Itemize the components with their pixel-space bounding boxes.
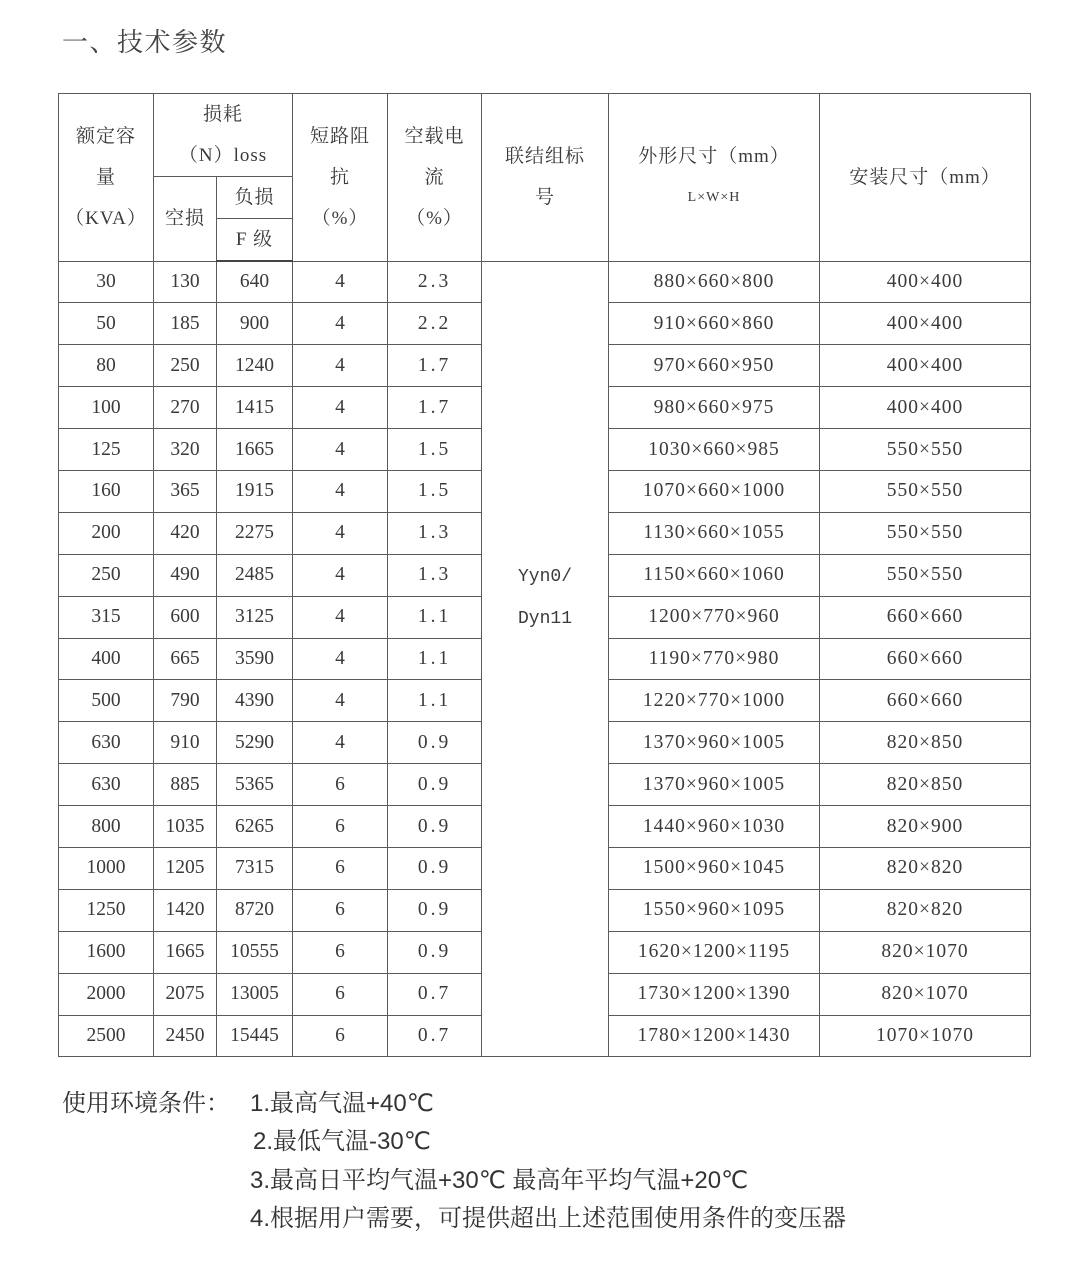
header-text: 流 [424, 166, 445, 188]
capacity-cell: 1600 [59, 931, 154, 973]
no-load-current-cell: 1.1 [388, 638, 482, 680]
capacity-cell: 160 [59, 470, 154, 512]
impedance-cell: 4 [293, 387, 388, 429]
load-loss-cell: 13005 [217, 973, 293, 1015]
install-size-cell: 400×400 [820, 345, 1031, 387]
capacity-cell: 315 [59, 596, 154, 638]
header-text: 联结组标 [505, 146, 586, 168]
dimensions-cell: 880×660×800 [609, 261, 820, 303]
capacity-cell: 200 [59, 512, 154, 554]
load-loss-cell: 6265 [217, 806, 293, 848]
header-vector-group [482, 94, 609, 262]
no-load-loss-cell: 2450 [154, 1015, 217, 1057]
no-load-loss-cell: 600 [154, 596, 217, 638]
no-load-current-cell: 2.2 [388, 303, 482, 345]
header-install-size [820, 94, 1031, 262]
no-load-current-cell: 1.7 [388, 387, 482, 429]
dimensions-cell: 1370×960×1005 [609, 722, 820, 764]
dimensions-cell: 1130×660×1055 [609, 512, 820, 554]
header-text: （%） [406, 207, 463, 229]
dimensions-cell: 1440×960×1030 [609, 806, 820, 848]
capacity-cell: 1000 [59, 847, 154, 889]
load-loss-cell: 3590 [217, 638, 293, 680]
no-load-loss-cell: 420 [154, 512, 217, 554]
no-load-current-cell: 1.1 [388, 596, 482, 638]
no-load-current-cell: 1.7 [388, 345, 482, 387]
header-no-load-current [388, 94, 482, 262]
no-load-current-cell: 0.9 [388, 722, 482, 764]
no-load-loss-cell: 320 [154, 429, 217, 471]
no-load-current-cell: 1.3 [388, 554, 482, 596]
no-load-current-cell: 2.3 [388, 261, 482, 303]
impedance-cell: 4 [293, 261, 388, 303]
install-size-cell: 660×660 [820, 680, 1031, 722]
header-text: 额定容 [75, 125, 136, 147]
install-size-cell: 820×1070 [820, 973, 1031, 1015]
capacity-cell: 1250 [59, 889, 154, 931]
install-size-cell: 400×400 [820, 303, 1031, 345]
impedance-cell: 4 [293, 722, 388, 764]
capacity-cell: 250 [59, 554, 154, 596]
load-loss-cell: 1240 [217, 345, 293, 387]
no-load-current-cell: 1.5 [388, 470, 482, 512]
header-no-load-loss: 空损 [154, 177, 217, 262]
load-loss-cell: 8720 [217, 889, 293, 931]
capacity-cell: 2000 [59, 973, 154, 1015]
no-load-current-cell: 1.3 [388, 512, 482, 554]
header-text: （%） [311, 207, 369, 229]
no-load-loss-cell: 1420 [154, 889, 217, 931]
no-load-loss-cell: 2075 [154, 973, 217, 1015]
header-text: 安装尺寸（mm） [849, 166, 1001, 188]
no-load-loss-cell: 490 [154, 554, 217, 596]
load-loss-cell: 640 [217, 261, 293, 303]
impedance-cell: 6 [293, 973, 388, 1015]
vector-group-text: Yyn0/ [518, 566, 573, 587]
header-text: 量 [95, 166, 116, 188]
condition-item: 4.根据用户需要，可提供超出上述范围使用条件的变压器 [250, 1205, 847, 1232]
no-load-loss-cell: 130 [154, 261, 217, 303]
install-size-cell: 550×550 [820, 512, 1031, 554]
header-text: 短路阻 [310, 125, 371, 147]
install-size-cell: 820×1070 [820, 931, 1031, 973]
condition-item: 2.最低气温-30℃ [253, 1128, 431, 1155]
no-load-current-cell: 0.9 [388, 847, 482, 889]
page-title: 一、技术参数 [62, 27, 228, 57]
header-text: （N）loss [178, 145, 268, 166]
dimensions-cell: 1070×660×1000 [609, 470, 820, 512]
header-text: 号 [535, 187, 556, 209]
no-load-current-cell: 0.9 [388, 931, 482, 973]
capacity-cell: 630 [59, 764, 154, 806]
load-loss-cell: 900 [217, 303, 293, 345]
impedance-cell: 4 [293, 596, 388, 638]
install-size-cell: 550×550 [820, 554, 1031, 596]
no-load-loss-cell: 1205 [154, 847, 217, 889]
header-text: （KVA） [65, 207, 147, 229]
header-rated-capacity [59, 94, 154, 262]
impedance-cell: 4 [293, 470, 388, 512]
install-size-cell: 400×400 [820, 387, 1031, 429]
table-body [59, 261, 1031, 1057]
header-load-loss: 负损 [217, 177, 293, 219]
impedance-cell: 4 [293, 554, 388, 596]
header-outline-dimensions [609, 94, 820, 262]
impedance-cell: 4 [293, 680, 388, 722]
dimensions-cell: 1780×1200×1430 [609, 1015, 820, 1057]
impedance-cell: 6 [293, 931, 388, 973]
load-loss-cell: 1665 [217, 429, 293, 471]
condition-item: 1.最高气温+40℃ [250, 1090, 434, 1117]
no-load-loss-cell: 365 [154, 470, 217, 512]
impedance-cell: 6 [293, 806, 388, 848]
impedance-cell: 6 [293, 1015, 388, 1057]
load-loss-cell: 3125 [217, 596, 293, 638]
no-load-loss-cell: 1035 [154, 806, 217, 848]
no-load-loss-cell: 665 [154, 638, 217, 680]
capacity-cell: 2500 [59, 1015, 154, 1057]
vector-group-text: Dyn11 [518, 608, 573, 629]
impedance-cell: 4 [293, 429, 388, 471]
load-loss-cell: 10555 [217, 931, 293, 973]
no-load-loss-cell: 885 [154, 764, 217, 806]
dimensions-cell: 980×660×975 [609, 387, 820, 429]
header-text: 抗 [330, 166, 351, 188]
impedance-cell: 4 [293, 638, 388, 680]
dimensions-cell: 1190×770×980 [609, 638, 820, 680]
no-load-current-cell: 0.9 [388, 806, 482, 848]
impedance-cell: 6 [293, 847, 388, 889]
no-load-current-cell: 1.5 [388, 429, 482, 471]
no-load-loss-cell: 1665 [154, 931, 217, 973]
capacity-cell: 500 [59, 680, 154, 722]
header-text: 空载电 [404, 125, 465, 147]
header-loss [154, 94, 293, 177]
header-text: L×W×H [687, 190, 741, 206]
no-load-current-cell: 0.7 [388, 1015, 482, 1057]
impedance-cell: 6 [293, 764, 388, 806]
table-row [59, 261, 1031, 303]
no-load-current-cell: 0.9 [388, 889, 482, 931]
header-text: 外形尺寸（mm） [638, 146, 790, 168]
dimensions-cell: 1550×960×1095 [609, 889, 820, 931]
no-load-loss-cell: 185 [154, 303, 217, 345]
dimensions-cell: 1730×1200×1390 [609, 973, 820, 1015]
impedance-cell: 4 [293, 512, 388, 554]
impedance-cell: 4 [293, 345, 388, 387]
dimensions-cell: 1620×1200×1195 [609, 931, 820, 973]
no-load-loss-cell: 790 [154, 680, 217, 722]
header-short-circuit-impedance [293, 94, 388, 262]
capacity-cell: 50 [59, 303, 154, 345]
capacity-cell: 100 [59, 387, 154, 429]
load-loss-cell: 2485 [217, 554, 293, 596]
capacity-cell: 125 [59, 429, 154, 471]
impedance-cell: 6 [293, 889, 388, 931]
no-load-current-cell: 0.9 [388, 764, 482, 806]
no-load-loss-cell: 270 [154, 387, 217, 429]
no-load-current-cell: 1.1 [388, 680, 482, 722]
dimensions-cell: 1370×960×1005 [609, 764, 820, 806]
load-loss-cell: 5290 [217, 722, 293, 764]
dimensions-cell: 1200×770×960 [609, 596, 820, 638]
capacity-cell: 400 [59, 638, 154, 680]
conditions-label: 使用环境条件： [62, 1090, 230, 1117]
capacity-cell: 80 [59, 345, 154, 387]
dimensions-cell: 1220×770×1000 [609, 680, 820, 722]
load-loss-cell: 2275 [217, 512, 293, 554]
load-loss-cell: 4390 [217, 680, 293, 722]
install-size-cell: 1070×1070 [820, 1015, 1031, 1057]
capacity-cell: 30 [59, 261, 154, 303]
impedance-cell: 4 [293, 303, 388, 345]
load-loss-cell: 7315 [217, 847, 293, 889]
vector-group-cell [482, 261, 609, 1057]
dimensions-cell: 1030×660×985 [609, 429, 820, 471]
dimensions-cell: 910×660×860 [609, 303, 820, 345]
header-row-1 [59, 94, 1031, 177]
load-loss-cell: 15445 [217, 1015, 293, 1057]
install-size-cell: 820×820 [820, 847, 1031, 889]
header-load-loss-grade: F 级 [217, 219, 293, 262]
no-load-current-cell: 0.7 [388, 973, 482, 1015]
install-size-cell: 820×850 [820, 764, 1031, 806]
header-text: 损耗 [203, 104, 244, 125]
condition-item: 3.最高日平均气温+30℃ 最高年平均气温+20℃ [250, 1167, 749, 1194]
load-loss-cell: 5365 [217, 764, 293, 806]
install-size-cell: 550×550 [820, 470, 1031, 512]
install-size-cell: 550×550 [820, 429, 1031, 471]
install-size-cell: 660×660 [820, 638, 1031, 680]
no-load-loss-cell: 910 [154, 722, 217, 764]
install-size-cell: 400×400 [820, 261, 1031, 303]
table-header [59, 94, 1031, 262]
technical-parameters-table [58, 93, 1031, 1057]
capacity-cell: 800 [59, 806, 154, 848]
dimensions-cell: 1500×960×1045 [609, 847, 820, 889]
install-size-cell: 820×820 [820, 889, 1031, 931]
install-size-cell: 660×660 [820, 596, 1031, 638]
load-loss-cell: 1415 [217, 387, 293, 429]
dimensions-cell: 970×660×950 [609, 345, 820, 387]
no-load-loss-cell: 250 [154, 345, 217, 387]
dimensions-cell: 1150×660×1060 [609, 554, 820, 596]
install-size-cell: 820×850 [820, 722, 1031, 764]
capacity-cell: 630 [59, 722, 154, 764]
load-loss-cell: 1915 [217, 470, 293, 512]
install-size-cell: 820×900 [820, 806, 1031, 848]
